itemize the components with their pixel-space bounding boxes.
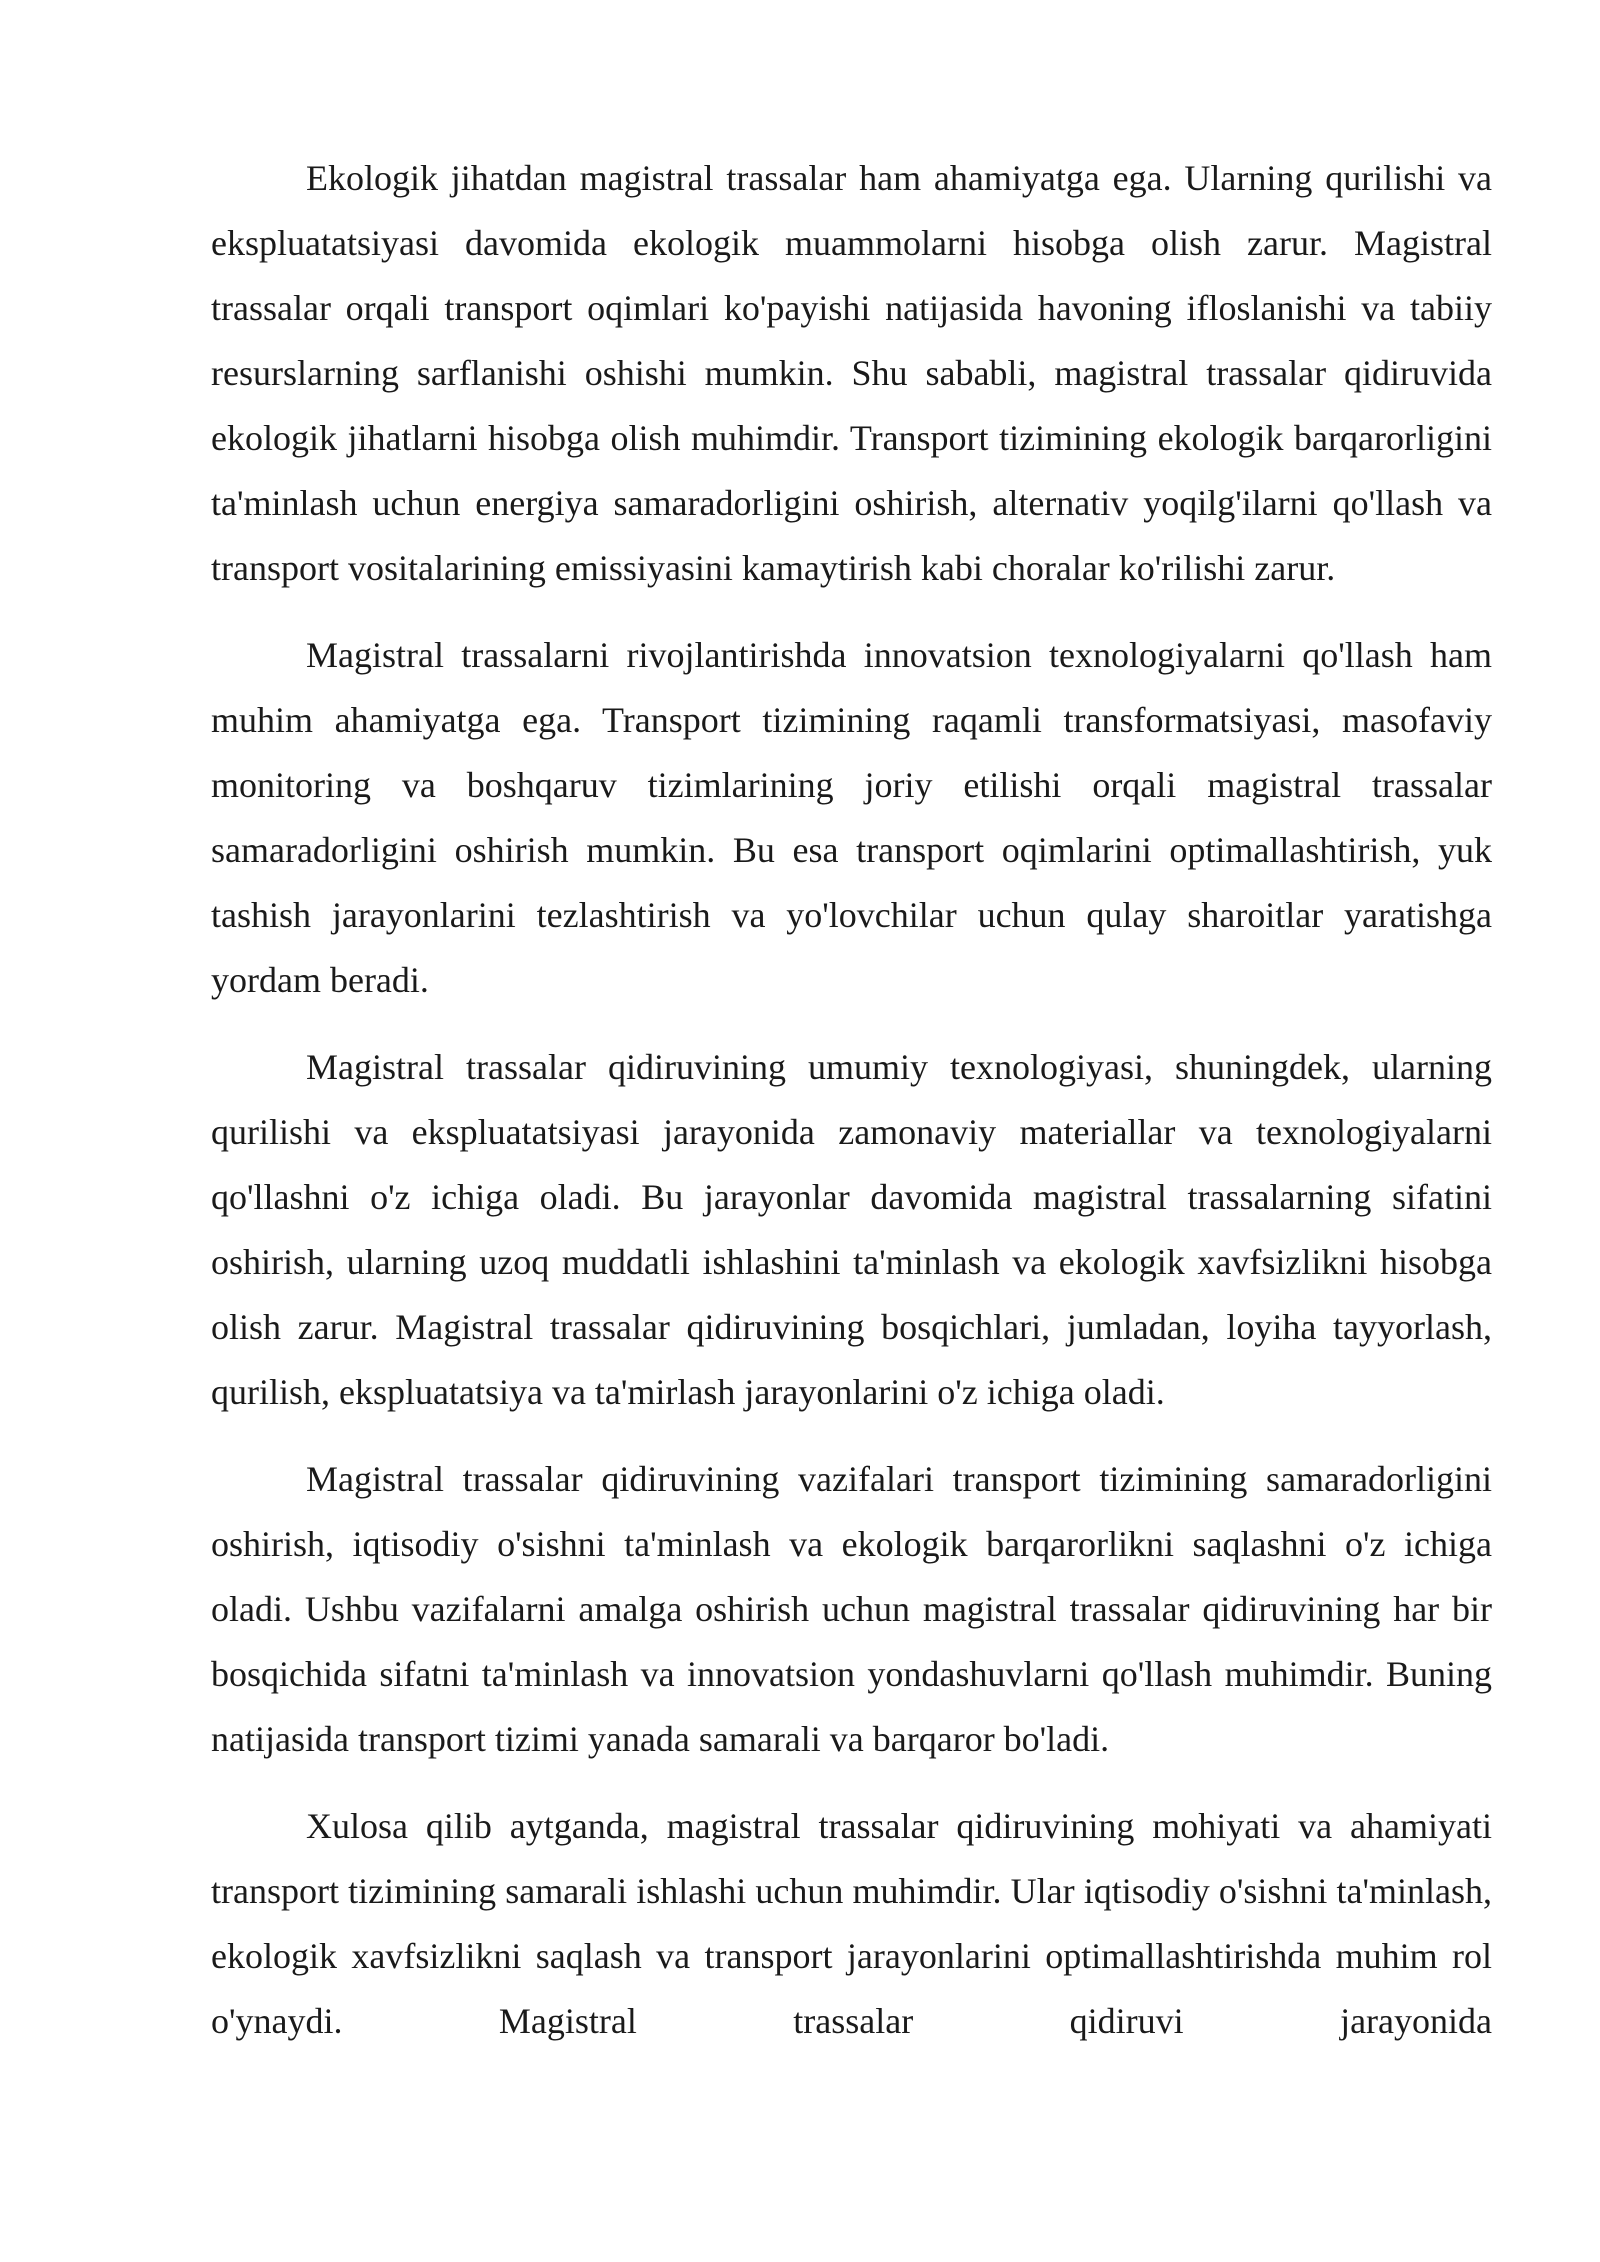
paragraph-tasks: Magistral trassalar qidiruvining vazifalari transport tizimining samaradorligini oshirish, iqtisodiy o'sishni ta'minlash va ekologik barqarorlikni saqlashni o'z ichiga oladi. Ushbu vazifalarni amalga oshirish uchun magistral trassalar qidiruvining har bir bosqichida sifatni ta'minlash va innovatsion yondashuvlarni qo'llash muhimdir. Buning natijasida transport tizimi yanada samarali va barqaror bo'ladi. (211, 1459, 1492, 1759)
paragraph-innovation: Magistral trassalarni rivojlantirishda innovatsion texnologiyalarni qo'llash ham muhim ahamiyatga ega. Transport tizimining raqamli transformatsiyasi, masofaviy monitoring va boshqaruv tizimlarining joriy etilishi orqali magistral trassalar samaradorligini oshirish mumkin. Bu esa transport oqimlarini optimallashtirish, yuk tashish jarayonlarini tezlashtirish va yo'lovchilar uchun qulay sharoitlar yaratishga yordam beradi. (211, 635, 1492, 1000)
document-body (211, 146, 1492, 2054)
paragraph-ecology: Ekologik jihatdan magistral trassalar ham ahamiyatga ega. Ularning qurilishi va ekspluatatsiyasi davomida ekologik muammolarni hisobga olish zarur. Magistral trassalar orqali transport oqimlari ko'payishi natijasida havoning ifloslanishi va tabiiy resurslarning sarflanishi oshishi mumkin. Shu sababli, magistral trassalar qidiruvida ekologik jihatlarni hisobga olish muhimdir. Transport tizimining ekologik barqarorligini ta'minlash uchun energiya samaradorligini oshirish, alternativ yoqilg'ilarni qo'llash va transport vositalarining emissiyasini kamaytirish kabi choralar ko'rilishi zarur. (211, 158, 1492, 588)
paragraph-conclusion: Xulosa qilib aytganda, magistral trassalar qidiruvining mohiyati va ahamiyati transport tizimining samarali ishlashi uchun muhimdir. Ular iqtisodiy o'sishni ta'minlash, ekologik xavfsizlikni saqlash va transport jarayonlarini optimallashtirishda muhim rol o'ynaydi. Magistral trassalar qidiruvi jarayonida (211, 1806, 1492, 2041)
paragraph-technology: Magistral trassalar qidiruvining umumiy texnologiyasi, shuningdek, ularning qurilishi va ekspluatatsiyasi jarayonida zamonaviy materiallar va texnologiyalarni qo'llashni o'z ichiga oladi. Bu jarayonlar davomida magistral trassalarning sifatini oshirish, ularning uzoq muddatli ishlashini ta'minlash va ekologik xavfsizlikni hisobga olish zarur. Magistral trassalar qidiruvining bosqichlari, jumladan, loyiha tayyorlash, qurilish, ekspluatatsiya va ta'mirlash jarayonlarini o'z ichiga oladi. (211, 1047, 1492, 1412)
